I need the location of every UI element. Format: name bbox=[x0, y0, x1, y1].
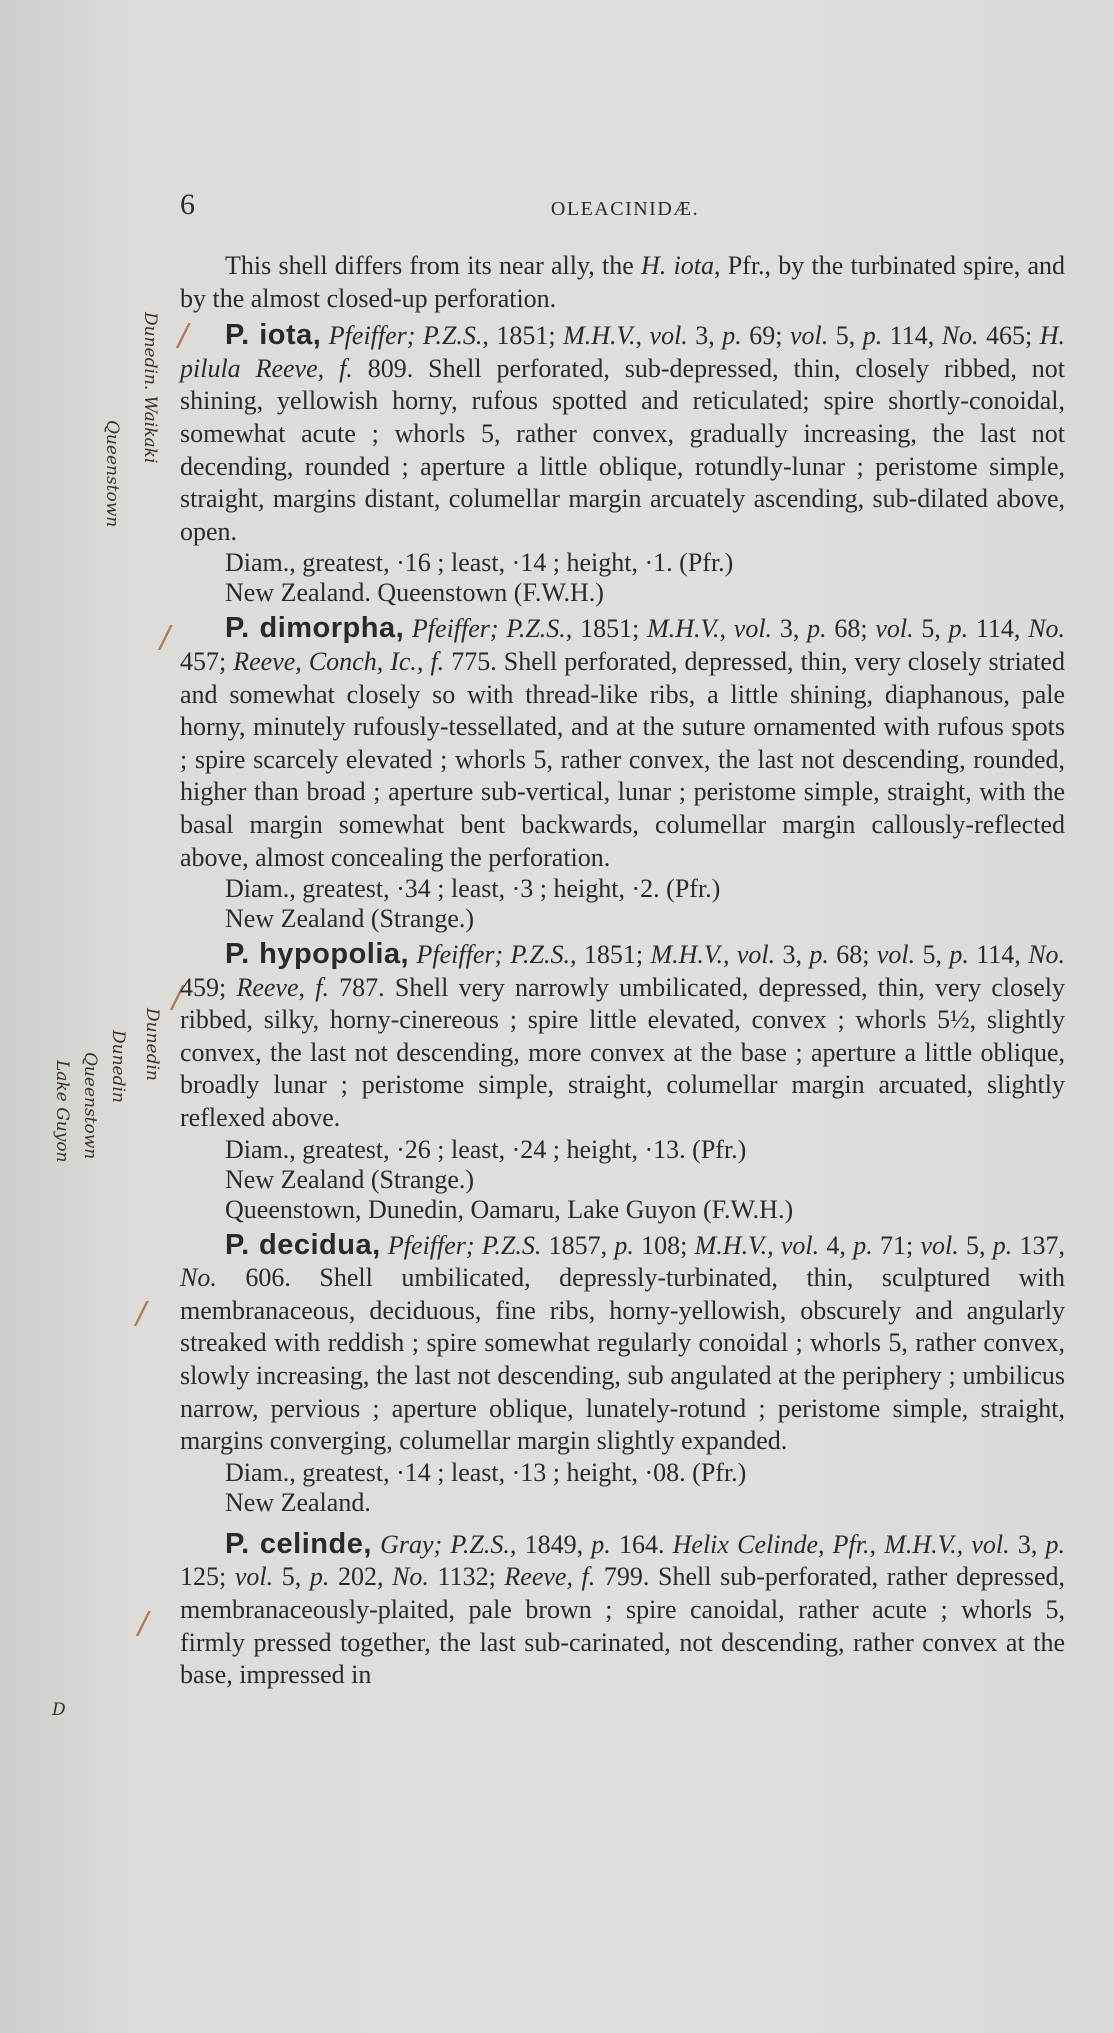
tick-mark-icon: / bbox=[178, 318, 189, 353]
page-header bbox=[180, 188, 1070, 228]
tick-mark-icon: / bbox=[160, 620, 171, 655]
entry-locality: New Zealand (Strange.) bbox=[225, 1164, 475, 1194]
page-number: 6 bbox=[180, 188, 195, 221]
species-name: P. iota, bbox=[225, 319, 322, 352]
entry-measurements: Diam., greatest, ·14 ; least, ·13 ; height, ·08. (Pfr.) bbox=[225, 1457, 747, 1487]
entry-locality: Queenstown, Dunedin, Oamaru, Lake Guyon (F.W.H.) bbox=[225, 1194, 794, 1224]
entry-locality: New Zealand (Strange.) bbox=[225, 904, 475, 934]
page-body bbox=[180, 250, 1065, 1692]
species-name: P. hypopolia, bbox=[225, 938, 410, 971]
entry-locality: New Zealand. bbox=[225, 1487, 371, 1517]
entry-description: P. hypopolia, Pfeiffer; P.Z.S., 1851; M.H.V., vol. 3, p. 68; vol. 5, p. 114, No. 459; Reeve, f. 787. Shell very narrowly umbilicated, depressed, thin, very closely ribbed, silky, horny-cinereous ; spire little elevated, convex ; whorls 5½, slightly convex, the last not descending, more convex at the base ; aperture a little oblique, broadly lunar ; peristome simple, straight, columellar margin arcuated, slightly reflexed above. bbox=[180, 938, 1066, 1133]
species-entry-iota bbox=[180, 319, 1065, 608]
entry-description: P. iota, Pfeiffer; P.Z.S., 1851; M.H.V., vol. 3, p. 69; vol. 5, p. 114, No. 465; H. pilula Reeve, f. 809. Shell perforated, sub-depressed, thin, closely ribbed, not shining, yellowish horny, rufous spotted and reticulated; spire shortly-conoidal, somewhat acute ; whorls 5, rather convex, gradually increasing, the last not decending, rounded ; aperture a little oblique, rotundly-lunar ; peristome simple, straight, margins distant, columellar margin arcuately ascending, sub-dilated above, open. bbox=[180, 319, 1066, 546]
margin-note-lake-guyon: Lake Guyon bbox=[52, 1060, 72, 1163]
tick-mark-icon: / bbox=[138, 1606, 149, 1641]
species-name: P. celinde, bbox=[225, 1527, 372, 1560]
margin-note-dunedin-2: Dunedin bbox=[108, 1030, 128, 1103]
species-name: P. decidua, bbox=[225, 1228, 381, 1261]
running-head: OLEACINIDÆ. bbox=[550, 198, 700, 220]
species-entry-dimorpha bbox=[180, 612, 1065, 934]
species-entry-decidua bbox=[180, 1229, 1065, 1518]
entry-locality: New Zealand. Queenstown (F.W.H.) bbox=[225, 578, 604, 608]
entry-measurements: Diam., greatest, ·34 ; least, ·3 ; height, ·2. (Pfr.) bbox=[225, 874, 721, 904]
species-entry-hypopolia bbox=[180, 938, 1065, 1225]
tick-mark-icon: / bbox=[172, 980, 183, 1015]
species-entry-celinde bbox=[180, 1528, 1065, 1692]
margin-note-d: D bbox=[52, 1700, 66, 1720]
entry-description: P. dimorpha, Pfeiffer; P.Z.S., 1851; M.H.V., vol. 3, p. 68; vol. 5, p. 114, No. 457; Reeve, Conch, Ic., f. 775. Shell perforated, depressed, thin, very closely striated and somewhat closely so with thread-like ribs, a little shining, diaphanous, pale horny, minutely rufously-tessellated, and at the suture ornamented with rufous spots ; spire scarcely elevated ; whorls 5, rather convex, the last not descending, rounded, higher than broad ; aperture sub-vertical, lunar ; peristome simple, straight, with the basal margin somewhat bent backwards, columellar margin callously-reflected above, almost concealing the perforation. bbox=[180, 612, 1066, 872]
tick-mark-icon: / bbox=[136, 1296, 147, 1331]
margin-note-queenstown-1: Queenstown bbox=[102, 420, 122, 528]
margin-note-dunedin-1: Dunedin bbox=[142, 1008, 162, 1081]
entry-measurements: Diam., greatest, ·16 ; least, ·14 ; height, ·1. (Pfr.) bbox=[225, 548, 734, 578]
margin-note-queenstown-2: Queenstown bbox=[80, 1052, 100, 1160]
entry-measurements: Diam., greatest, ·26 ; least, ·24 ; height, ·13. (Pfr.) bbox=[225, 1134, 747, 1164]
margin-note-dunedin-waikaki: Dunedin. Waikaki bbox=[140, 312, 160, 464]
species-name: P. dimorpha, bbox=[225, 612, 405, 645]
entry-description: P. celinde, Gray; P.Z.S., 1849, p. 164. Helix Celinde, Pfr., M.H.V., vol. 3, p. 125; vol. 5, p. 202, No. 1132; Reeve, f. 799. Shell sub-perforated, rather depressed, membranaceously-plaited, pale brown ; spire canoidal, rather acute ; whorls 5, firmly pressed together, the last sub-carinated, not descending, rather convex at the base, impressed in bbox=[180, 1527, 1066, 1690]
entry-description: P. decidua, Pfeiffer; P.Z.S. 1857, p. 108; M.H.V., vol. 4, p. 71; vol. 5, p. 137, No. 606. Shell umbilicated, depressly-turbinated, thin, sculptured with membranaceous, deciduous, fine ribs, horny-yellowish, obscurely and angularly streaked with reddish ; spire somewhat regularly conoidal ; whorls 5, rather convex, slowly increasing, the last not descending, sub angulated at the periphery ; umbilicus narrow, pervious ; aperture oblique, lunately-rotund ; peristome simple, straight, margins converging, columellar margin slightly expanded. bbox=[180, 1228, 1066, 1456]
intro-paragraph: This shell differs from its near ally, the H. iota, Pfr., by the turbinated spire, and by the almost closed-up perforation. bbox=[180, 251, 1065, 313]
